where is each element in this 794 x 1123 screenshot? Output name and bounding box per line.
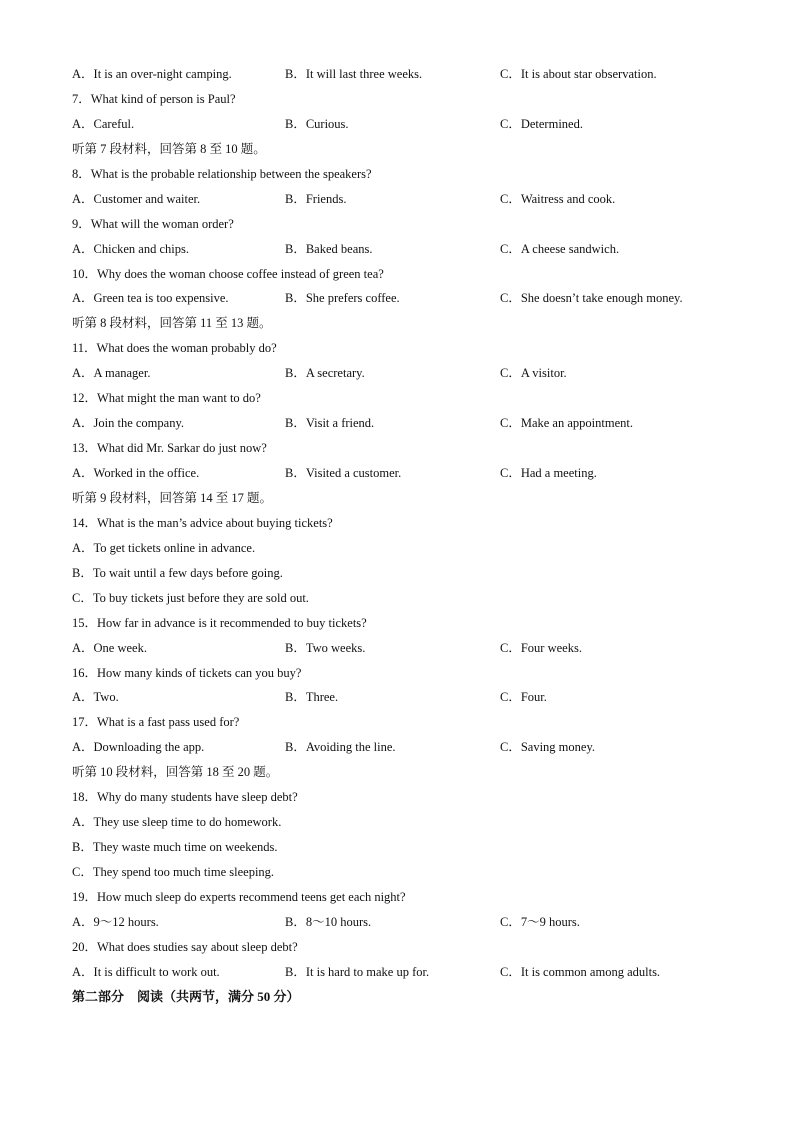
text-line <box>72 536 752 561</box>
line-text: A．To get tickets online in advance. <box>72 540 256 555</box>
line-text: 听第 10 段材料，回答第 18 至 20 题。 <box>72 765 279 780</box>
option-c: C．Determined. <box>500 116 583 131</box>
text-line <box>72 87 752 112</box>
section-heading <box>72 985 752 1010</box>
text-line <box>72 810 752 835</box>
option-b: B．Visited a customer. <box>285 466 402 480</box>
option-c: C．Had a meeting. <box>500 466 597 480</box>
answer-options-row <box>72 112 752 137</box>
line-text: 9．What will the woman order? <box>72 216 234 231</box>
text-line <box>72 760 752 785</box>
line-text: C．They spend too much time sleeping. <box>72 865 275 879</box>
line-text: 听第 8 段材料，回答第 11 至 13 题。 <box>72 316 272 331</box>
answer-options-row <box>72 636 752 661</box>
option-b: B．Baked beans. <box>285 241 373 256</box>
option-c: C．It is common among adults. <box>500 964 661 979</box>
answer-options-row <box>72 461 752 486</box>
answer-options-row <box>72 685 752 710</box>
line-text: 听第 9 段材料，回答第 14 至 17 题。 <box>72 490 273 505</box>
text-line <box>72 586 752 611</box>
answer-options-row <box>72 286 752 311</box>
option-b: B．It will last three weeks. <box>285 67 423 81</box>
text-line <box>72 262 752 287</box>
option-b: B．Avoiding the line. <box>285 740 396 755</box>
option-c: C．It is about star observation. <box>500 67 657 81</box>
answer-options-row <box>72 411 752 436</box>
option-c: C．A visitor. <box>500 366 567 381</box>
option-a: A．It is difficult to work out. <box>72 964 220 979</box>
line-text: 15．How far in advance is it recommended to buy tickets? <box>72 615 367 630</box>
line-text: 19．How much sleep do experts recommend teens get each night? <box>72 889 406 904</box>
text-line <box>72 336 752 361</box>
text-line <box>72 710 752 735</box>
option-b: B．It is hard to make up for. <box>285 964 430 979</box>
line-text: B．To wait until a few days before going. <box>72 565 283 580</box>
option-b: B．Three. <box>285 690 339 705</box>
line-text: 听第 7 段材料，回答第 8 至 10 题。 <box>72 141 266 156</box>
line-text: 20．What does studies say about sleep debt? <box>72 939 298 954</box>
document-page <box>72 62 752 1010</box>
answer-options-row <box>72 237 752 262</box>
text-line <box>72 511 752 536</box>
option-b: B．Curious. <box>285 116 349 131</box>
answer-options-row <box>72 960 752 985</box>
option-c: C．A cheese sandwich. <box>500 241 620 256</box>
option-c: C．She doesn’t take enough money. <box>500 291 683 306</box>
answer-options-row <box>72 910 752 935</box>
line-text: B．They waste much time on weekends. <box>72 840 278 855</box>
text-line <box>72 935 752 960</box>
line-text: 14．What is the man’s advice about buying tickets? <box>72 515 333 530</box>
text-line <box>72 611 752 636</box>
text-line <box>72 212 752 237</box>
option-b: B．8～10 hours. <box>285 914 372 929</box>
option-a: A．Customer and waiter. <box>72 191 201 206</box>
text-line <box>72 835 752 860</box>
option-c: C．Waitress and cook. <box>500 191 616 206</box>
option-a: A．One week. <box>72 640 147 655</box>
text-line <box>72 785 752 810</box>
option-b: B．She prefers coffee. <box>285 291 400 306</box>
option-a: A．A manager. <box>72 366 151 381</box>
line-text: 8．What is the probable relationship between the speakers? <box>72 166 372 181</box>
line-text: 7．What kind of person is Paul? <box>72 91 236 106</box>
option-c: C．Four. <box>500 690 547 705</box>
line-text: A．They use sleep time to do homework. <box>72 815 282 830</box>
text-line <box>72 860 752 885</box>
line-text: 12．What might the man want to do? <box>72 391 261 406</box>
line-text: 17．What is a fast pass used for? <box>72 715 240 730</box>
option-c: C．Make an appointment. <box>500 416 633 431</box>
text-line <box>72 436 752 461</box>
text-line <box>72 885 752 910</box>
line-text: C．To buy tickets just before they are sold out. <box>72 590 309 605</box>
option-b: B．Two weeks. <box>285 640 366 655</box>
text-line <box>72 311 752 336</box>
option-a: A．Green tea is too expensive. <box>72 291 229 306</box>
line-text: 13．What did Mr. Sarkar do just now? <box>72 441 267 456</box>
text-line <box>72 486 752 511</box>
option-a: A．Chicken and chips. <box>72 241 189 256</box>
line-text: 16．How many kinds of tickets can you buy? <box>72 665 302 680</box>
option-a: A．9～12 hours. <box>72 914 159 929</box>
option-a: A．Careful. <box>72 116 135 131</box>
answer-options-row <box>72 62 752 87</box>
option-a: A．Downloading the app. <box>72 740 205 755</box>
answer-options-row <box>72 361 752 386</box>
option-a: A．Join the company. <box>72 416 185 431</box>
line-text: 10．Why does the woman choose coffee instead of green tea? <box>72 266 384 281</box>
option-b: B．A secretary. <box>285 366 365 381</box>
text-line <box>72 137 752 162</box>
option-a: A．Worked in the office. <box>72 466 200 480</box>
text-line <box>72 561 752 586</box>
option-c: C．7～9 hours. <box>500 914 580 929</box>
option-b: B．Friends. <box>285 191 347 206</box>
section-title: 第二部分 阅读（共两节，满分 50 分） <box>72 988 300 1004</box>
option-b: B．Visit a friend. <box>285 416 375 431</box>
text-line <box>72 661 752 686</box>
option-a: A．It is an over-night camping. <box>72 67 232 81</box>
option-a: A．Two. <box>72 690 119 705</box>
answer-options-row <box>72 735 752 760</box>
line-text: 18．Why do many students have sleep debt? <box>72 790 298 805</box>
option-c: C．Saving money. <box>500 740 596 755</box>
option-c: C．Four weeks. <box>500 640 582 655</box>
text-line <box>72 386 752 411</box>
text-line <box>72 162 752 187</box>
answer-options-row <box>72 187 752 212</box>
line-text: 11．What does the woman probably do? <box>72 341 277 356</box>
